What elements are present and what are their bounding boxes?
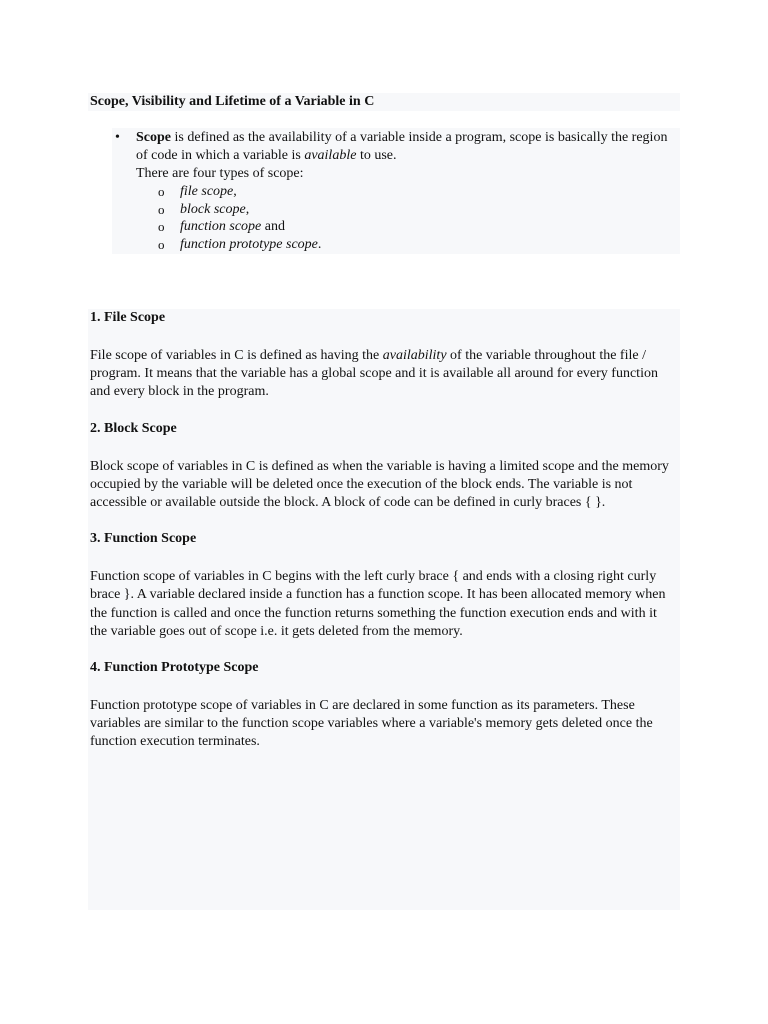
section-heading-function-scope: 3. Function Scope xyxy=(90,531,197,547)
availability-word: availability xyxy=(382,348,447,363)
list-item xyxy=(112,183,672,201)
scope-types-list xyxy=(112,183,672,253)
section-text-block-scope: Block scope of variables in C is defined as when the variable is having a limited scope and the memory occupied by the variable will be deleted once the execution of the block ends. The variable is not accessible or available outside the block. A block of code can be defined in curly braces { }. xyxy=(90,458,669,511)
scope-type-suffix: . xyxy=(317,236,322,252)
circle-bullet-icon: o xyxy=(158,201,165,217)
section-text-function-scope: Function scope of variables in C begins with the left curly brace { and ends with a closing right curly brace }. A variable declared inside a function has a function scope. It has been allocated memory when the function is called and once the function returns something the function execution ends and with it the variable goes out of scope i.e. it gets deleted from the memory. xyxy=(90,569,666,639)
intro-body xyxy=(136,129,672,183)
section-heading-function-prototype-scope: 4. Function Prototype Scope xyxy=(90,660,259,676)
scope-term: Scope xyxy=(136,130,171,145)
scope-type-suffix: and xyxy=(261,219,285,234)
scope-type-name: function scope xyxy=(180,219,262,234)
scope-type-suffix: , xyxy=(233,184,237,199)
main-content xyxy=(90,309,674,752)
intro-list-item xyxy=(112,129,672,253)
list-item xyxy=(112,218,672,236)
file-scope-text: File scope of variables in C is defined as having the xyxy=(90,348,383,363)
scope-type-name: function prototype scope xyxy=(180,236,318,252)
page-title: Scope, Visibility and Lifetime of a Variable in C xyxy=(90,94,375,109)
scope-definition-end: to use. xyxy=(356,148,397,163)
scope-definition xyxy=(136,129,672,165)
scope-type-name: block scope xyxy=(180,201,246,217)
circle-bullet-icon: o xyxy=(158,236,165,252)
file-scope-text-end: of the variable throughout the file / program. It means that the variable has a global scope and it is available all around for every function and every block in the program. xyxy=(90,348,658,400)
section-heading-block-scope: 2. Block Scope xyxy=(90,420,177,436)
scope-type-suffix: , xyxy=(245,201,250,217)
list-item xyxy=(112,236,672,254)
circle-bullet-icon: o xyxy=(158,184,165,199)
section-text-file-scope xyxy=(90,347,674,402)
circle-bullet-icon: o xyxy=(158,219,165,234)
bullet-icon: • xyxy=(115,130,120,145)
section-heading-file-scope: 1. File Scope xyxy=(90,310,166,325)
types-intro: There are four types of scope: xyxy=(136,166,304,181)
list-item xyxy=(112,201,672,219)
scope-type-name: file scope xyxy=(180,184,234,199)
available-word: available xyxy=(304,148,357,163)
scope-definition-text: is defined as the availability of a variable inside a program, scope is basically the region of code in which a variable is xyxy=(136,130,668,163)
section-text-function-prototype-scope: Function prototype scope of variables in C are declared in some function as its parameters. These variables are similar to the function scope variables where a variable's memory gets deleted once the function execution terminates. xyxy=(90,698,653,750)
